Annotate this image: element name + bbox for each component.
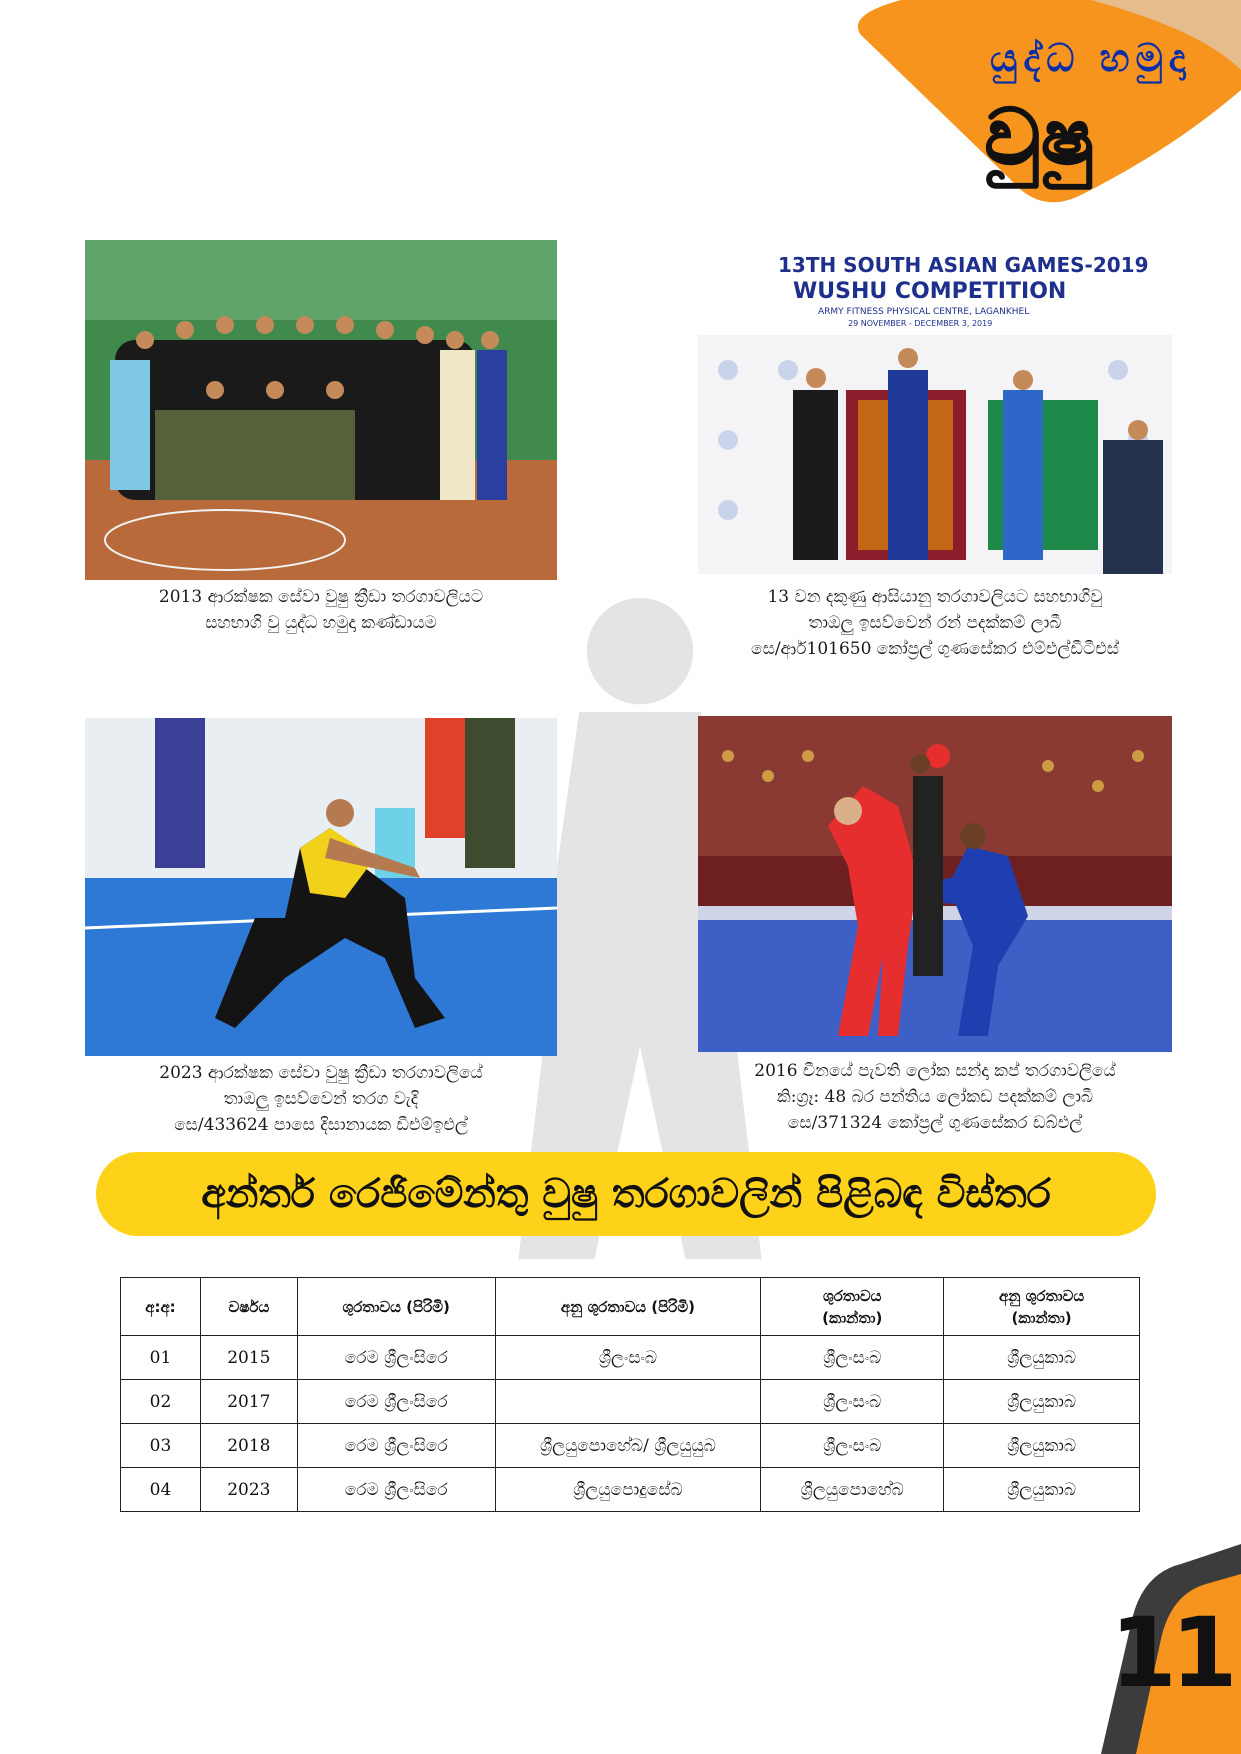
column-header-men-champion: ශුරතාවය (පිරිමි) [297,1278,495,1336]
table-cell: රෙම ශ්‍රීලංසිරෙ [297,1468,495,1512]
table-cell: 2018 [200,1424,297,1468]
section-title-banner [96,1152,1156,1236]
table-header-row [121,1278,1140,1336]
table-row [121,1424,1140,1468]
table-row [121,1380,1140,1424]
podium-banner-line4: 29 NOVEMBER - DECEMBER 3, 2019 [848,319,993,328]
table-cell: ශ්‍රීලයුකාබ [944,1380,1140,1424]
table-cell: ශ්‍රීලයුපොදුසේබ [495,1468,761,1512]
table-cell: ශ්‍රීලයුකාබ [944,1468,1140,1512]
column-header-men-runner-up: අනු ශුරතාවය (පිරිමි) [495,1278,761,1336]
sanda-fight-photo [698,716,1172,1052]
column-header-year: වර්ෂය [200,1278,297,1336]
table-cell: 2015 [200,1336,297,1380]
table-cell: 2023 [200,1468,297,1512]
table-cell: ශ්‍රීලයුපොහේබ [761,1468,944,1512]
table-cell: රෙම ශ්‍රීලංසිරෙ [297,1380,495,1424]
table-cell: ශ්‍රීලයුකාබ [944,1336,1140,1380]
taolu-photo-caption: 2023 ආරක්ෂක සේවා වුෂු ක්‍රීඩා තරගාවලියේ තාඔලු ඉසව්වෙන් තරග වැදි සෙ/433624 පාසෙ දිසානායක ඩීඑම්ඉඑල් [159,1063,483,1135]
table-cell: රෙම ශ්‍රීලංසිරෙ [297,1424,495,1468]
table-cell: 01 [121,1336,201,1380]
sanda-photo-caption: 2016 චීනයේ පැවති ලෝක සන්දා කප් තරගාවලියේ කි:ග්‍රෑ: 48 බර පන්තිය ලෝකඩ පදක්කම් ලාබී සෙ/371324 කෝප්‍රල් ගුණසේකර ඩබ්එල් [754,1061,1116,1133]
table-cell: ශ්‍රීලයුකාබ [944,1424,1140,1468]
table-cell: 2017 [200,1380,297,1424]
team-photo [85,240,557,580]
team-photo-caption: 2013 ආරක්ෂක සේවා වුෂු ක්‍රීඩා තරගාවලියට සහභාගි වු යුද්ධ හමුදා කණ්ඩායම [158,587,484,633]
podium-banner-line3: ARMY FITNESS PHYSICAL CENTRE, LAGANKHEL [818,307,1030,317]
table-cell: ශ්‍රීලංසංබ [761,1424,944,1468]
table-cell: 02 [121,1380,201,1424]
column-header-women-runner-up: අනු ශුරතාවය (කාන්තා) [944,1278,1140,1336]
table-cell: 04 [121,1468,201,1512]
column-header-women-champion: ශුරතාවය (කාන්තා) [761,1278,944,1336]
table-cell: ශ්‍රීලංසංබ [761,1380,944,1424]
table-cell [495,1380,761,1424]
table-cell: ශ්‍රීලංසංබ [495,1336,761,1380]
podium-banner-line2: WUSHU COMPETITION [793,279,1067,304]
championship-table [120,1277,1140,1512]
page-number: 11 [1110,1597,1232,1709]
table-row [121,1468,1140,1512]
podium-banner-line1: 13TH SOUTH ASIAN GAMES-2019 [778,253,1149,277]
column-header-number: අ:අ: [121,1278,201,1336]
wushu-logo-text: වුෂු [985,92,1096,181]
table-row [121,1336,1140,1380]
header-title: යුද්ධ හමුදා [990,36,1192,80]
table-cell: 03 [121,1424,201,1468]
table-cell: රෙම ශ්‍රීලංසිරෙ [297,1336,495,1380]
podium-photo [698,240,1172,574]
taolu-stance-photo [85,718,557,1056]
table-cell: ශ්‍රීලංසංබ [761,1336,944,1380]
podium-photo-caption: 13 වන දකුණු ආසියානු තරගාවලියට සහභාගිවු තාඔලු ඉසව්වෙන් රන් පදක්කම් ලාබී සෙ/ආර්101650 කෝප්‍රල් ගුණසේකර එම්එල්ඩීටීඑස් [751,587,1119,659]
table-cell: ශ්‍රීලයුපොහේබ/ ශ්‍රීලයුයුබ [495,1424,761,1468]
section-title: අන්තර් රෙජිමේන්තු වුෂු තරගාවලින් පිළිබඳ විස්තර [201,1171,1051,1217]
